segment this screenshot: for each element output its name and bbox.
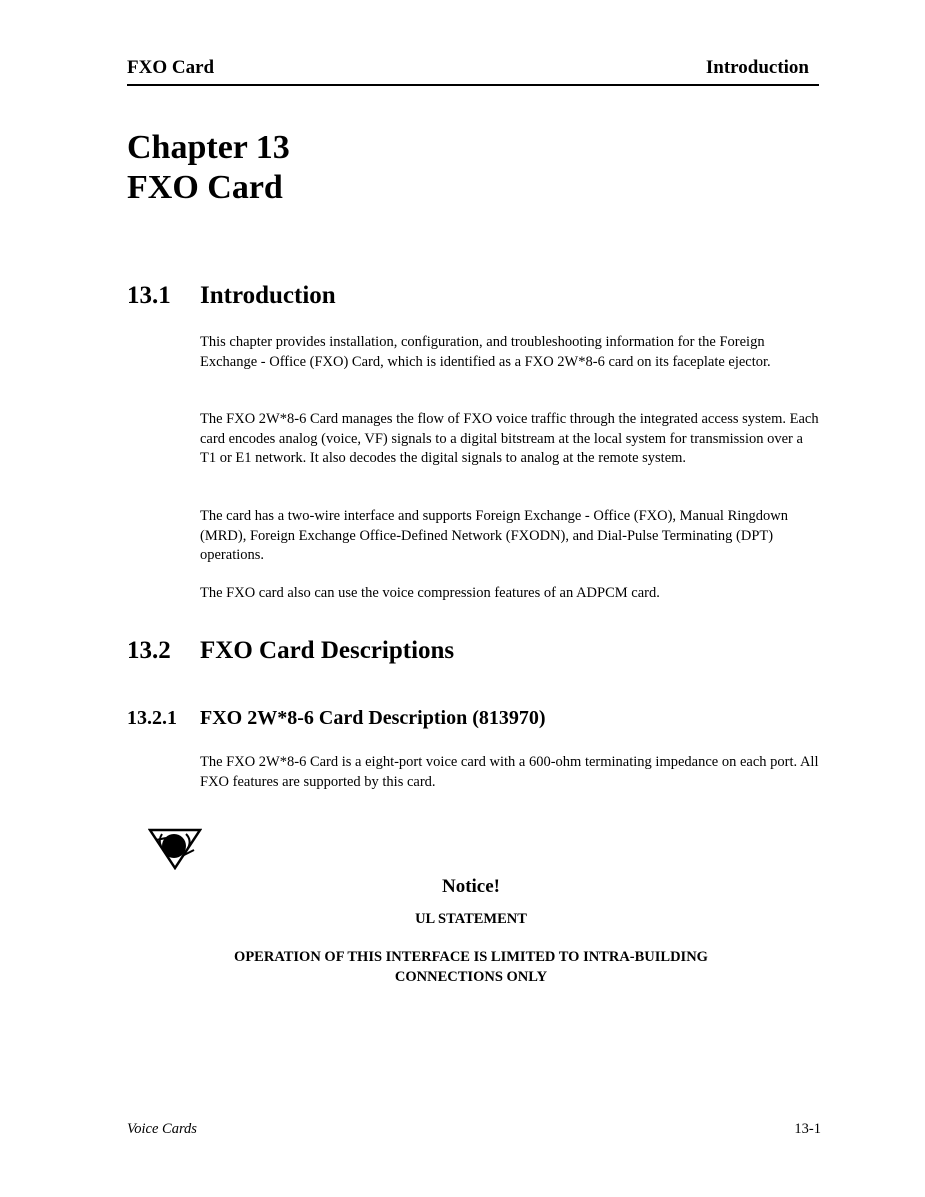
notice-line: CONNECTIONS ONLY	[394, 968, 548, 985]
notice-title: Notice!	[441, 876, 501, 897]
chapter-number: Chapter 13	[127, 129, 290, 166]
chapter-title	[127, 128, 290, 208]
notice-icon	[148, 826, 202, 870]
section-title: Introduction	[200, 282, 336, 309]
subsection-number: 13.2.1	[127, 707, 177, 729]
section-number: 13.2	[127, 637, 171, 664]
notice-body	[0, 948, 925, 987]
footer-page-number: 13-1	[794, 1121, 821, 1137]
paragraph: The card has a two-wire interface and supports Foreign Exchange - Office (FXO), Manual Ringdown (MRD), Foreign Exchange Office-Defined Network (FXODN), and Dial-Pulse Terminating (DPT) operations.	[200, 508, 789, 564]
subsection-title: FXO 2W*8-6 Card Description (813970)	[200, 707, 546, 729]
paragraph: The FXO card also can use the voice compression features of an ADPCM card.	[200, 585, 660, 601]
notice-subtitle: UL STATEMENT	[415, 911, 527, 927]
header-chapter-name: FXO Card	[127, 57, 215, 78]
section-heading-13-2	[127, 636, 454, 666]
section-title: FXO Card Descriptions	[200, 637, 455, 664]
paragraph: The FXO 2W*8-6 Card manages the flow of FXO voice traffic through the integrated access system. Each card encodes analog (voice, VF) signals to a digital bitstream at the local system for transmission over a T1 or E1 network. It also decodes the digital signals to analog at the remote system.	[200, 411, 819, 467]
paragraph: The FXO 2W*8-6 Card is a eight-port voice card with a 600-ohm terminating impedance on each port. All FXO features are supported by this card.	[200, 754, 819, 790]
running-header	[127, 56, 819, 86]
section-number: 13.1	[127, 282, 171, 309]
footer-manual-section: Voice Cards	[127, 1121, 197, 1137]
section-heading-13-1	[127, 281, 336, 311]
subsection-heading-13-2-1	[127, 705, 546, 731]
chapter-name: FXO Card	[127, 169, 283, 206]
header-section-name: Introduction	[705, 57, 809, 78]
notice-line: OPERATION OF THIS INTERFACE IS LIMITED TO INTRA-BUILDING	[234, 949, 708, 965]
paragraph: This chapter provides installation, configuration, and troubleshooting information for the Foreign Exchange - Office (FXO) Card, which is identified as a FXO 2W*8-6 card on its faceplate ejector.	[200, 334, 771, 370]
